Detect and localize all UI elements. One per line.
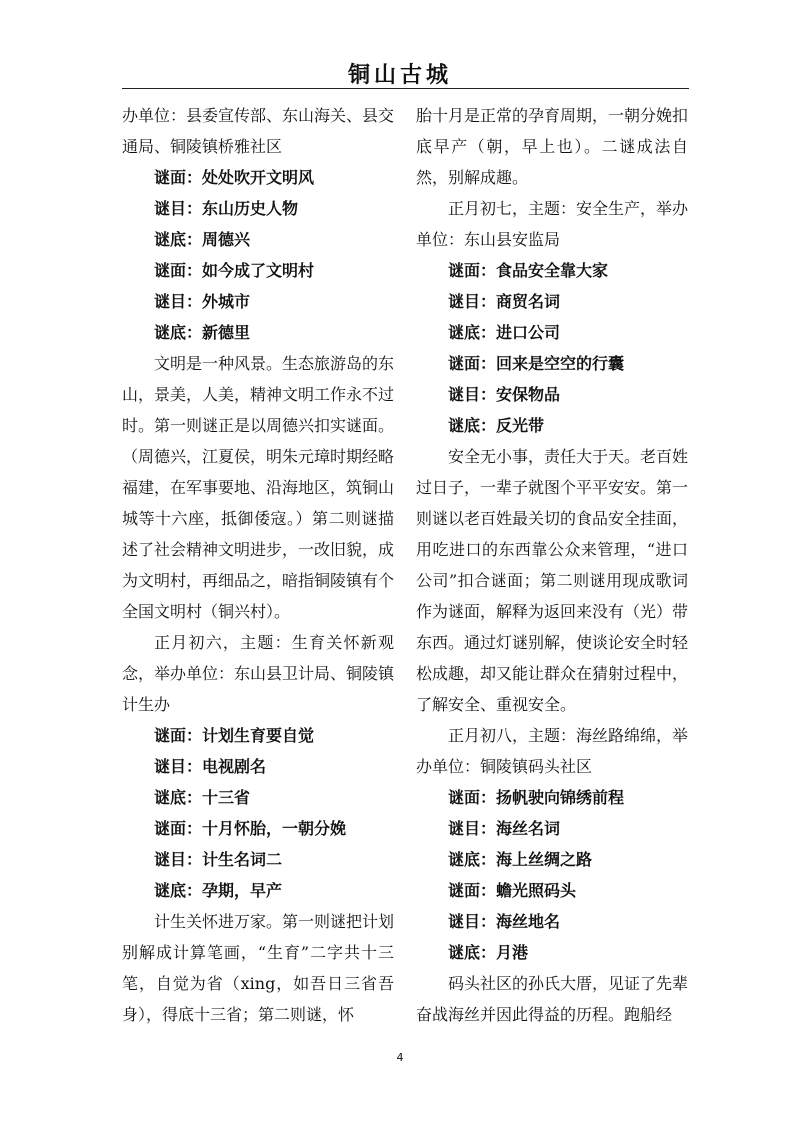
riddle-line: 谜目：商贸名词 xyxy=(448,292,561,311)
riddle-line: 谜面：如今成了文明村 xyxy=(154,261,315,280)
left-text-column xyxy=(122,100,394,1030)
riddle-line: 谜面：回来是空空的行囊 xyxy=(448,354,625,373)
riddle-line: 谜目：电视剧名 xyxy=(154,757,267,776)
body-paragraph: 胎十月是正常的孕育周期，一朝分娩扣底早产（朝，早上也）。二谜成法自然，别解成趣。 xyxy=(416,106,689,187)
body-paragraph: 正月初六，主题：生育关怀新观念，举办单位：东山县卫计局、铜陵镇计生办 xyxy=(122,633,395,714)
body-paragraph: 码头社区的孙氏大厝，见证了先辈奋战海丝并因此得益的历程。跑船经 xyxy=(416,974,689,1024)
right-text-column xyxy=(416,100,688,1030)
body-paragraph: 正月初八，主题：海丝路绵绵，举办单位：铜陵镇码头社区 xyxy=(416,726,689,776)
riddle-line: 谜底：新德里 xyxy=(154,323,251,342)
page-number: 4 xyxy=(396,1051,404,1064)
riddle-line: 谜目：海丝名词 xyxy=(448,819,561,838)
riddle-line: 谜面：处处吹开文明风 xyxy=(154,168,315,187)
riddle-line: 谜面：十月怀胎，一朝分娩 xyxy=(154,819,347,838)
riddle-line: 谜底：孕期，早产 xyxy=(154,881,283,900)
riddle-line: 谜底：十三省 xyxy=(154,788,251,807)
riddle-line: 谜面：扬帆驶向锦绣前程 xyxy=(448,788,625,807)
riddle-line: 谜底：月港 xyxy=(448,943,529,962)
riddle-line: 谜底：进口公司 xyxy=(448,323,561,342)
body-paragraph: 正月初七，主题：安全生产，举办单位：东山县安监局 xyxy=(416,199,689,249)
riddle-line: 谜目：安保物品 xyxy=(448,385,561,404)
riddle-line: 谜目：海丝地名 xyxy=(448,912,561,931)
riddle-line: 谜底：反光带 xyxy=(448,416,545,435)
body-paragraph: 文明是一种风景。生态旅游岛的东山，景美，人美，精神文明工作永不过时。第一则谜正是以周德兴扣实谜面。（周德兴，江夏侯，明朱元璋时期经略福建，在军事要地、沿海地区，筑铜山城等十六座，抵御倭寇。）第二则谜描述了社会精神文明进步，一改旧貌，成为文明村，再细品之，暗指铜陵镇有个全国文明村（铜兴村）。 xyxy=(122,354,395,621)
body-paragraph: 安全无小事，责任大于天。老百姓过日子，一辈子就图个平平安安。第一则谜以老百姓最关切的食品安全挂面，用吃进口的东西靠公众来管理，“进口公司”扣合谜面；第二则谜用现成歌词作为谜面，解释为返回来没有（光）带东西。通过灯谜别解，使谈论安全时轻松成趣，却又能让群众在猜射过程中，了解安全、重视安全。 xyxy=(416,447,689,714)
riddle-line: 谜面：食品安全靠大家 xyxy=(448,261,609,280)
riddle-line: 谜底：海上丝绸之路 xyxy=(448,850,593,869)
body-paragraph: 计生关怀进万家。第一则谜把计划别解成计算笔画，“生育”二字共十三笔，自觉为省（xing，如吾日三省吾身），得底十三省；第二则谜，怀 xyxy=(122,912,395,1024)
page-header-title: 铜山古城 xyxy=(347,62,452,88)
riddle-line: 谜底：周德兴 xyxy=(154,230,251,249)
riddle-line: 谜目：计生名词二 xyxy=(154,850,283,869)
riddle-line: 谜目：东山历史人物 xyxy=(154,199,299,218)
header-divider xyxy=(122,88,689,89)
riddle-line: 谜面：蟾光照码头 xyxy=(448,881,577,900)
riddle-line: 谜目：外城市 xyxy=(154,292,251,311)
riddle-line: 谜面：计划生育要自觉 xyxy=(154,726,315,745)
body-paragraph: 办单位：县委宣传部、东山海关、县交通局、铜陵镇桥雅社区 xyxy=(122,106,395,156)
